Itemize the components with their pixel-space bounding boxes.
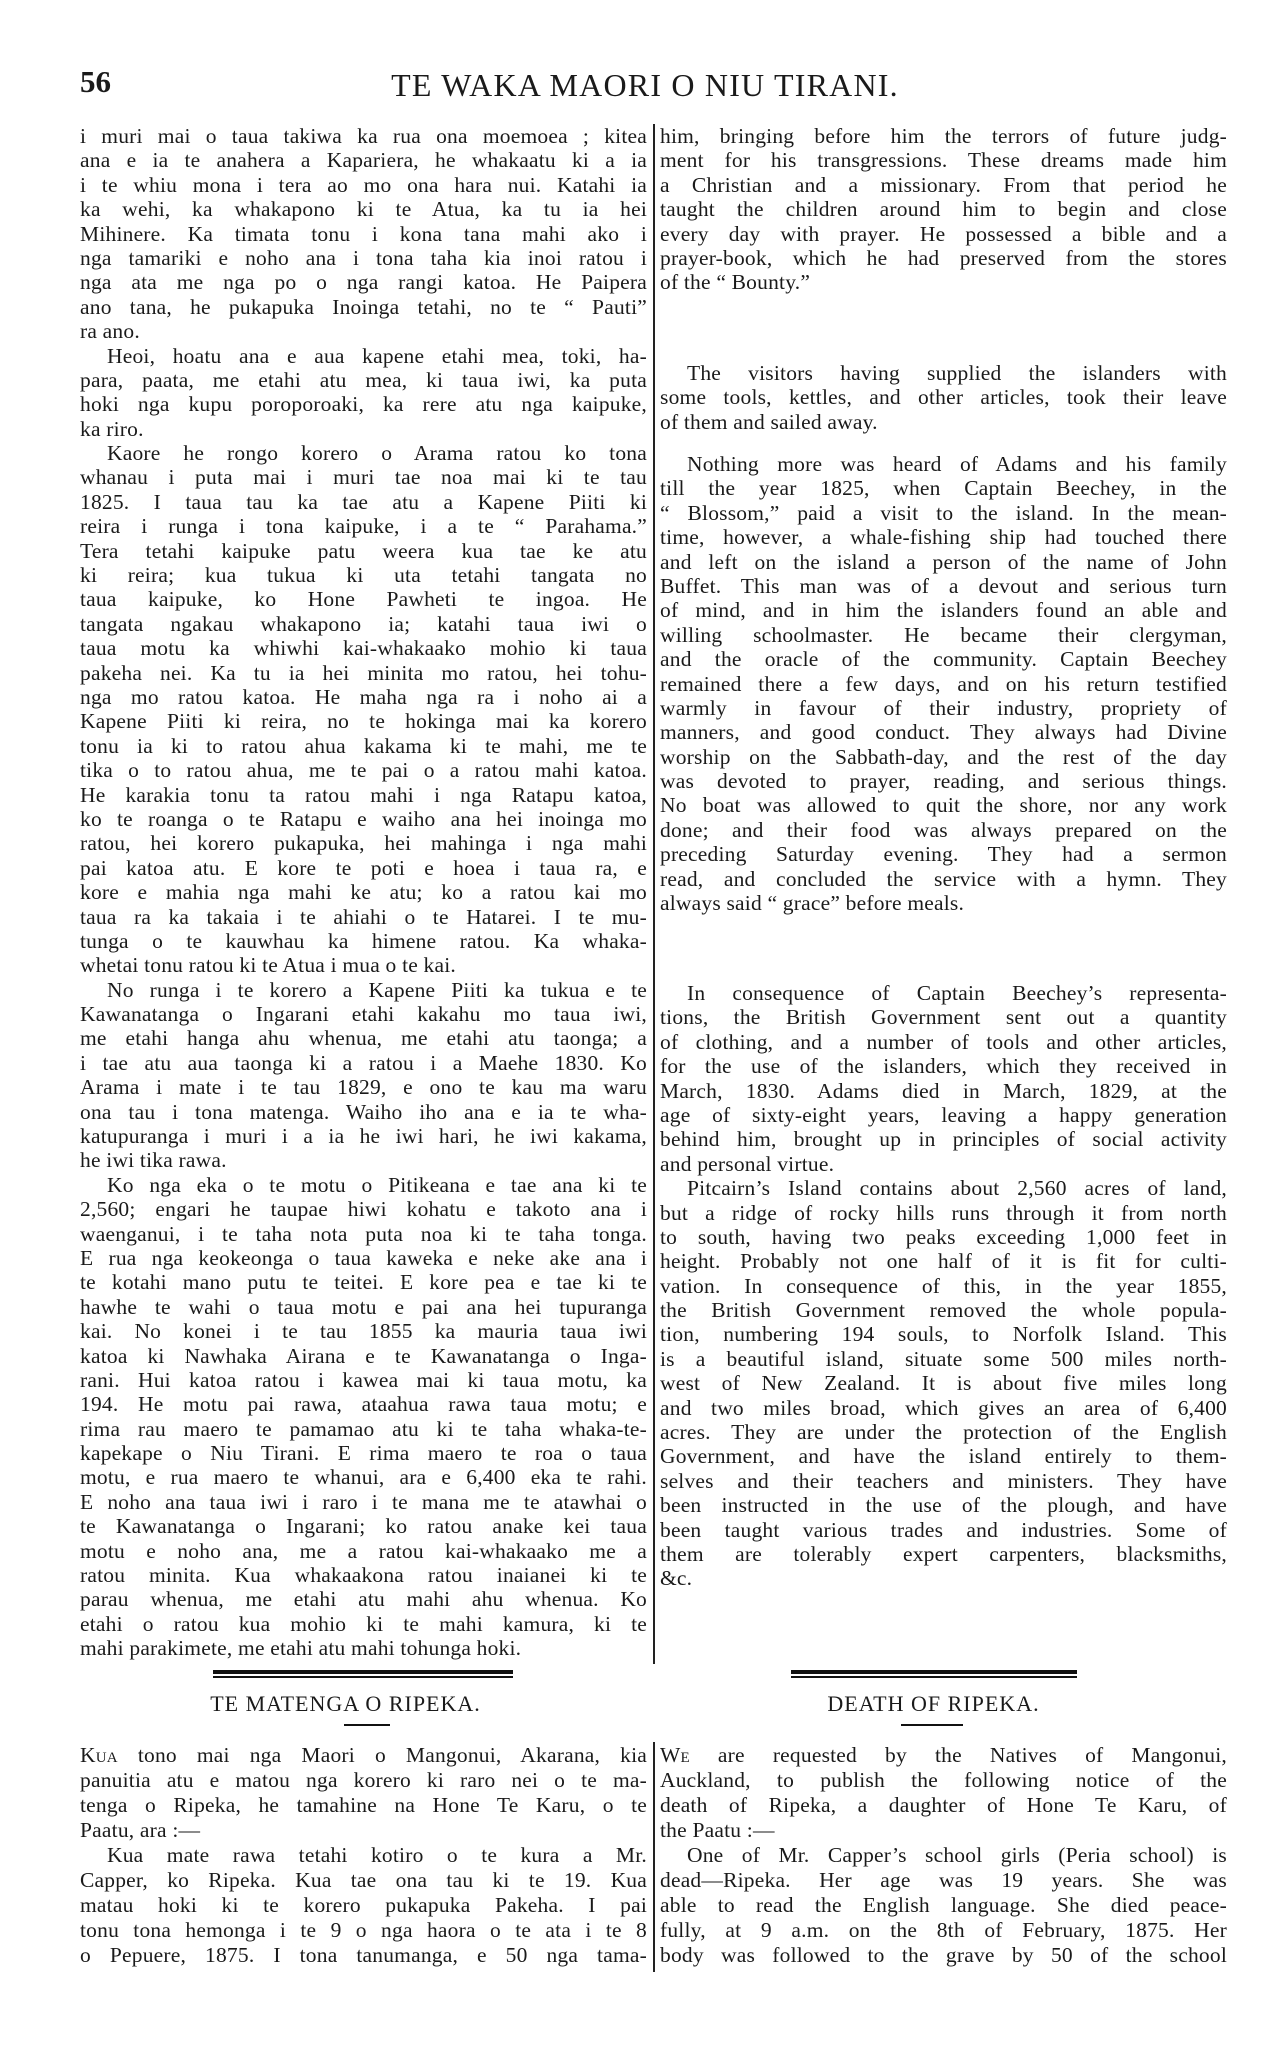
text-line: tunga o te kauwhau ka himene ratou. Ka whaka-	[80, 928, 647, 953]
text-line: of mind, and in him the islanders found an able and	[660, 598, 1227, 623]
text-line: Capper, ko Ripeka. Kua tae ona tau ki te 19. Kua	[80, 1868, 647, 1892]
text-line: ra ano.	[80, 319, 140, 344]
text-line: 2,560; engari he taupae hiwi kohatu e takoto ana i	[80, 1197, 647, 1222]
text-line: body was followed to the grave by 50 of the school	[660, 1943, 1227, 1967]
text-line: always said “ grace” before meals.	[660, 891, 965, 916]
text-line: rima rau maero te pamamao atu ki te taha whaka-te-	[80, 1416, 647, 1441]
text-line: prayer-book, which he had preserved from the stores	[660, 245, 1227, 270]
text-line: them are tolerably expert carpenters, blacksmiths,	[660, 1541, 1227, 1566]
text-line: tenga o Ripeka, he tamahine na Hone Te Karu, o te	[80, 1793, 647, 1817]
text-line: nga tamariki e noho ana i tona taha kia inoi ratou i	[80, 245, 647, 270]
english-article-block	[660, 361, 1227, 434]
text-line: Kua mate rawa tetahi kotiro o te kura a Mr.	[107, 1843, 647, 1867]
text-line: is a beautiful island, situate some 500 miles north-	[660, 1346, 1227, 1371]
text-line: read, and concluded the service with a hymn. They	[660, 866, 1227, 891]
lead-word: We	[660, 1743, 690, 1767]
text-line: nga mo ratou katoa. He maha nga ra i noho ai a	[80, 684, 647, 709]
paragraph	[660, 361, 1227, 434]
text-line: te Kawanatanga o Ingarani; ko ratou anake kei taua	[80, 1514, 647, 1539]
text-line: hoki nga kupu poroporoaki, ka rere atu nga kaipuke,	[80, 392, 647, 417]
text-line: ka wehi, ka whakapono ki te Atua, ka tu ia hei	[80, 197, 647, 222]
text-line: Pitcairn’s Island contains about 2,560 acres of land,	[687, 1176, 1227, 1201]
column-divider	[653, 124, 655, 1664]
text-line: the Paatu :—	[660, 1818, 775, 1842]
text-line: 194. He motu pai rawa, ataahua rawa taua motu; e	[80, 1392, 647, 1417]
text-line: age of sixty-eight years, leaving a happy generation	[660, 1102, 1227, 1127]
text-line: remained there a few days, and on his return testified	[660, 671, 1227, 696]
text-line: In consequence of Captain Beechey’s representa-	[687, 981, 1227, 1005]
text-line: taught the children around him to begin and close	[660, 197, 1227, 222]
text-line: reira i runga i tona kaipuke, i a te “ Parahama.”	[80, 514, 647, 539]
masthead-title: TE WAKA MAORI O NIU TIRANI.	[391, 67, 899, 103]
text-line: and two miles broad, which gives an area of 6,400	[660, 1395, 1227, 1420]
english-notice-body	[660, 1743, 1227, 1968]
text-line	[80, 1743, 647, 1768]
text-line: waenganui, i te taha nota puta noa ki te taha tonga.	[80, 1221, 647, 1246]
heading-underline	[344, 1724, 390, 1726]
text-line: etahi o ratou kua mohio ki te mahi kamura, ki te	[80, 1611, 647, 1636]
text-line: every day with prayer. He possessed a bible and a	[660, 221, 1227, 246]
text-line: been taught various trades and industries. Some of	[660, 1517, 1227, 1542]
text-line: ki reira; kua tukua ki uta tetahi tangata no	[80, 563, 647, 588]
english-article-block	[660, 124, 1227, 295]
text-line: Heoi, hoatu ana e aua kapene etahi mea, toki, ha-	[107, 343, 647, 368]
text-line: ratou minita. Kua whakaakona ratou inaianei ki te	[80, 1563, 647, 1588]
text-line: he iwi tika rawa.	[80, 1148, 227, 1173]
text-line: worship on the Sabbath-day, and the rest of the day	[660, 744, 1227, 769]
text-line	[660, 1743, 1227, 1768]
paragraph	[660, 1743, 1227, 1843]
paragraph	[80, 1843, 647, 1968]
text-line: tonu tona hemonga i te 9 o nga haora o te ata i te 8	[80, 1918, 647, 1942]
text-line: dead—Ripeka. Her age was 19 years. She was	[660, 1868, 1227, 1892]
text-line: but a ridge of rocky hills runs through it from north	[660, 1200, 1227, 1225]
text-line: kapekape o Niu Tirani. E rima maero te roa o taua	[80, 1441, 647, 1466]
text-line: Buffet. This man was of a devout and serious turn	[660, 573, 1227, 598]
paragraph	[80, 124, 647, 344]
text-line: pai katoa atu. E kore te poti e hoea i taua ra, e	[80, 855, 647, 880]
text-line: nga ata me nga po o nga rangi katoa. He Paipera	[80, 270, 647, 295]
paragraph	[80, 344, 647, 442]
text-line: Mihinere. Ka timata tonu i kona tana mahi ako i	[80, 221, 647, 246]
text-line: tion, numbering 194 souls, to Norfolk Island. This	[660, 1322, 1227, 1347]
lead-word: Kua	[80, 1743, 118, 1767]
text-line: ka riro.	[80, 416, 144, 441]
text-line: some tools, kettles, and other articles, took their leave	[660, 385, 1227, 410]
text-line: Tera tetahi kaipuke patu weera kua tae ke atu	[80, 538, 647, 563]
text-line: Ko nga eka o te motu o Pitikeana e tae ana ki te	[107, 1172, 647, 1197]
text-line: tika o to ratou ahua, me te pai o a ratou mahi katoa.	[80, 758, 647, 783]
text-line: March, 1830. Adams died in March, 1829, at the	[660, 1078, 1227, 1103]
text-line: taua ra ka takaia i te ahiahi o te Hatarei. I te mu-	[80, 904, 647, 929]
english-article-block	[660, 452, 1227, 915]
paragraph	[80, 978, 647, 1173]
text-line: Government, and have the island entirely to them-	[660, 1444, 1227, 1469]
text-line: of clothing, and a number of tools and other articles,	[660, 1029, 1227, 1054]
text-line: parau whenua, me etahi atu mahi ahu whenua. Ko	[80, 1587, 647, 1612]
text-line: “ Blossom,” paid a visit to the island. In the mean-	[660, 500, 1227, 525]
text-line: E rua nga keokeonga o taua kaweka e neke ake ana i	[80, 1245, 647, 1270]
text-line: warmly in favour of their industry, propriety of	[660, 695, 1227, 720]
text-line: able to read the English language. She died peace-	[660, 1893, 1227, 1917]
line-text: tono mai nga Maori o Mangonui, Akarana, kia	[117, 1743, 647, 1767]
text-line: a Christian and a missionary. From that period he	[660, 172, 1227, 197]
text-line: panuitia atu e matou nga korero ki raro nei o te ma-	[80, 1768, 647, 1792]
text-line: Kawanatanga o Ingarani etahi kakahu mo taua iwi,	[80, 1002, 647, 1027]
text-line: willing schoolmaster. He became their clergyman,	[660, 622, 1227, 647]
text-line: i muri mai o taua takiwa ka rua ona moemoea ; kitea	[80, 124, 647, 148]
text-line: fully, at 9 a.m. on the 8th of February, 1875. Her	[660, 1918, 1227, 1942]
text-line: till the year 1825, when Captain Beechey, in the	[660, 476, 1227, 501]
paragraph	[80, 1743, 647, 1843]
text-line: kore e mahia nga mahi ke atu; ko a ratou kai mo	[80, 880, 647, 905]
text-line: done; and their food was always prepared on the	[660, 817, 1227, 842]
text-line: motu e noho ana, me a ratou kai-whakaako me a	[80, 1538, 647, 1563]
text-line: the British Government removed the whole popula-	[660, 1298, 1227, 1323]
text-line: E noho ana taua iwi i raro i te mana me te atawhai o	[80, 1489, 647, 1514]
text-line: preceding Saturday evening. They had a sermon	[660, 842, 1227, 867]
text-line: o Pepuere, 1875. I tona tanumanga, e 50 nga tama-	[80, 1943, 647, 1967]
text-line: hawhe te wahi o taua motu e pai ana hei tupuranga	[80, 1294, 647, 1319]
text-line: Nothing more was heard of Adams and his family	[687, 452, 1227, 476]
text-line: i te whiu mona i tera ao mo ona hara nui. Katahi ia	[80, 172, 647, 197]
text-line: ano tana, he pukapuka Inoinga tetahi, no te “ Pauti”	[80, 294, 647, 319]
text-line: para, paata, me etahi atu mea, ki taua iwi, ka puta	[80, 367, 647, 392]
text-line: manners, and good conduct. They always had Divine	[660, 720, 1227, 745]
text-line: One of Mr. Capper’s school girls (Peria school) is	[687, 1843, 1227, 1867]
text-line: Kapene Piiti ki reira, no te hokinga mai ka korero	[80, 709, 647, 734]
text-line: for the use of the islanders, which they received in	[660, 1054, 1227, 1079]
paragraph	[660, 1176, 1227, 1591]
text-line: ana e ia te anahera a Kapariera, he whakaatu ki a ia	[80, 148, 647, 173]
text-line: kai. No konei i te tau 1855 ka mauria taua iwi	[80, 1319, 647, 1344]
text-line: rani. Hui katoa ratou i kawea mai ki taua motu, ka	[80, 1367, 647, 1392]
text-line: taua motu ka whiwhi kai-whakaako mohio ki taua	[80, 636, 647, 661]
section-double-rule	[791, 1670, 1077, 1678]
text-line: ratou, hei korero pukapuka, hei mahinga i nga mahi	[80, 831, 647, 856]
english-notice-heading: DEATH OF RIPEKA.	[827, 1691, 1040, 1716]
text-line: tonu ia ki to ratou ahua kakama ki te mahi, me te	[80, 733, 647, 758]
text-line: Arama i mate i te tau 1829, e ono te kau ma waru	[80, 1075, 647, 1100]
text-line: whetai tonu ratou ki te Atua i mua o te kai.	[80, 953, 457, 978]
text-line: of the “ Bounty.”	[660, 270, 811, 295]
paragraph	[660, 452, 1227, 915]
text-line: death of Ripeka, a daughter of Hone Te Karu, of	[660, 1793, 1227, 1817]
maori-article-column	[80, 124, 647, 1661]
text-line: selves and their teachers and ministers. They have	[660, 1468, 1227, 1493]
text-line: No boat was allowed to quit the shore, nor any work	[660, 793, 1227, 818]
text-line: time, however, a whale-fishing ship had touched there	[660, 525, 1227, 550]
text-line: vation. In consequence of this, in the year 1855,	[660, 1273, 1227, 1298]
text-line: Kaore he rongo korero o Arama ratou ko tona	[107, 441, 647, 466]
text-line: 1825. I taua tau ka tae atu a Kapene Piiti ki	[80, 489, 647, 514]
text-line: whanau i puta mai i muri tae noa mai ki te tau	[80, 465, 647, 490]
text-line: west of New Zealand. It is about five miles long	[660, 1371, 1227, 1396]
text-line: te kotahi mano putu te teitei. E kore pea e tae ki te	[80, 1270, 647, 1295]
text-line: The visitors having supplied the islanders with	[687, 361, 1227, 385]
text-line: motu, e rua maero te whanui, ara e 6,400 eka te rahi.	[80, 1465, 647, 1490]
text-line: &c.	[660, 1566, 693, 1591]
text-line: Auckland, to publish the following notice of the	[660, 1768, 1227, 1792]
text-line: i tae atu aua taonga ki a ratou i a Maehe 1830. Ko	[80, 1050, 647, 1075]
text-line: behind him, brought up in principles of social activity	[660, 1127, 1227, 1152]
text-line: ment for his transgressions. These dreams made him	[660, 148, 1227, 173]
text-line: been instructed in the use of the plough, and have	[660, 1493, 1227, 1518]
heading-underline	[901, 1724, 963, 1726]
text-line: tangata ngakau whakapono ia; katahi taua iwi o	[80, 611, 647, 636]
text-line: ona tau i tona matenga. Waiho iho ana e ia te wha-	[80, 1099, 647, 1124]
text-line: pakeha nei. Ka tu ia hei minita mo ratou, hei tohu-	[80, 660, 647, 685]
text-line: matau hoki ki te korero pukapuka Pakeha. I pai	[80, 1893, 647, 1917]
text-line: height. Probably not one half of it is fit for culti-	[660, 1249, 1227, 1274]
text-line: and personal virtue.	[660, 1151, 835, 1176]
text-line: ko te roanga o te Ratapu e waiho ana hei inoinga mo	[80, 806, 647, 831]
text-line: acres. They are under the protection of the English	[660, 1420, 1227, 1445]
text-line: katupuranga i muri i a ia he iwi hari, he iwi kakama,	[80, 1124, 647, 1149]
text-line: of them and sailed away.	[660, 409, 878, 434]
text-line: mahi parakimete, me etahi atu mahi tohunga hoki.	[80, 1636, 522, 1661]
column-divider	[653, 1742, 655, 1972]
paragraph	[660, 981, 1227, 1176]
text-line: katoa ki Nawhaka Airana e te Kawanatanga o Inga-	[80, 1343, 647, 1368]
text-line: to south, having two peaks exceeding 1,000 feet in	[660, 1224, 1227, 1249]
page-number: 56	[80, 64, 111, 99]
maori-notice-heading: TE MATENGA O RIPEKA.	[210, 1691, 481, 1716]
text-line: taua kaipuke, ko Hone Pawheti te ingoa. He	[80, 587, 647, 612]
paragraph	[660, 1843, 1227, 1968]
section-double-rule	[213, 1670, 513, 1678]
text-line: tions, the British Government sent out a quantity	[660, 1005, 1227, 1030]
line-text: are requested by the Natives of Mangonui,	[689, 1743, 1227, 1767]
text-line: Paatu, ara :—	[80, 1818, 201, 1842]
text-line: me etahi hanga ahu whenua, me etahi atu taonga; a	[80, 1026, 647, 1051]
text-line: He karakia tonu ta ratou mahi i nga Ratapu katoa,	[80, 782, 647, 807]
text-line: him, bringing before him the terrors of future judg-	[660, 124, 1227, 148]
text-line: and the oracle of the community. Captain Beechey	[660, 647, 1227, 672]
text-line: was devoted to prayer, reading, and serious things.	[660, 769, 1227, 794]
paragraph	[660, 124, 1227, 295]
text-line: No runga i te korero a Kapene Piiti ka tukua e te	[107, 977, 647, 1002]
text-line: and left on the island a person of the name of John	[660, 549, 1227, 574]
paragraph	[80, 441, 647, 978]
paragraph	[80, 1173, 647, 1661]
maori-notice-body	[80, 1743, 647, 1968]
english-article-block	[660, 981, 1227, 1591]
